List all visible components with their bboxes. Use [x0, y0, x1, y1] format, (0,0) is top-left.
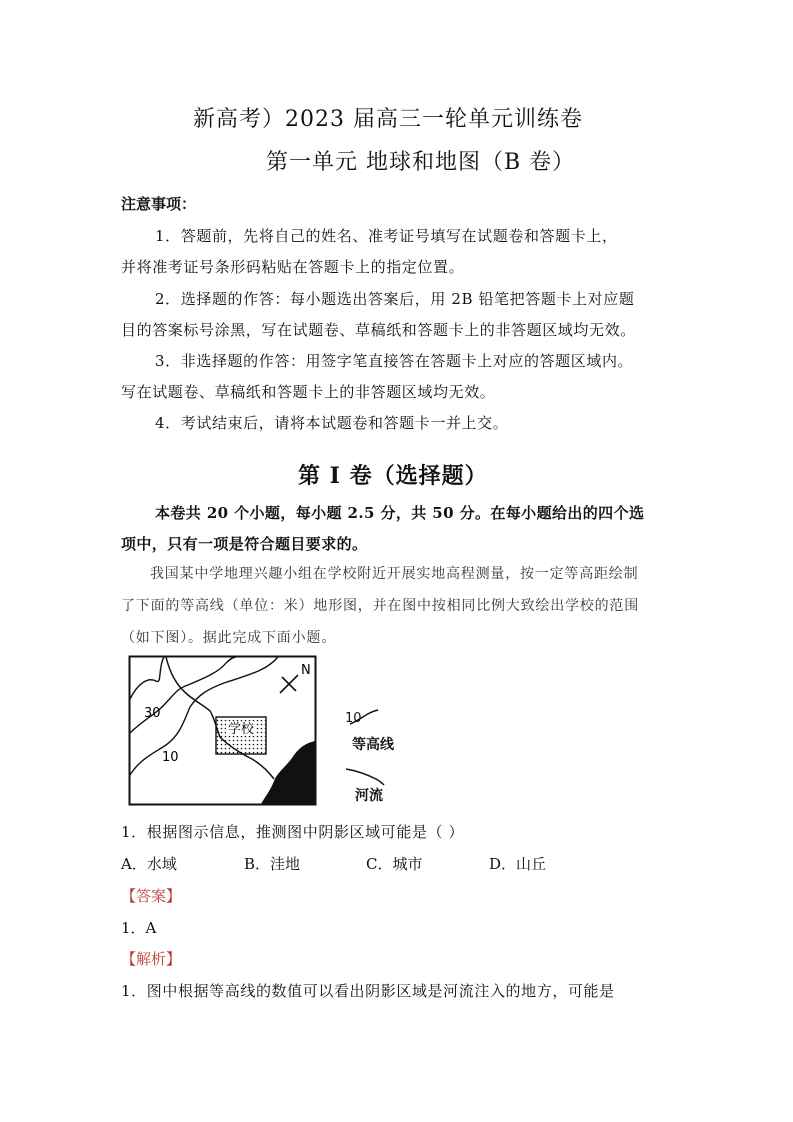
notice-line-6: 写在试题卷、草稿纸和答题卡上的非答题区域均无效。: [121, 383, 496, 401]
legend-contour-value: 10: [345, 711, 362, 726]
notice-line-3: 2．选择题的作答：每小题选出答案后，用 2B 铅笔把答题卡上对应题: [155, 290, 635, 308]
contour-label-30: 30: [144, 706, 161, 721]
answer-value: 1．A: [121, 919, 157, 937]
analysis-label: 【解析】: [121, 950, 182, 968]
answer-label: 【答案】: [121, 887, 182, 905]
title-line1: 新高考）2023 届高三一轮单元训练卷: [193, 107, 583, 132]
title-line2: 第一单元 地球和地图（B 卷）: [266, 150, 576, 175]
option-a: A．水域: [121, 855, 177, 873]
notice-line-4: 目的答案标号涂黑，写在试题卷、草稿纸和答题卡上的非答题区域均无效。: [121, 321, 636, 339]
school-label: 学校: [227, 722, 255, 737]
option-c: C．城市: [366, 855, 423, 873]
intro-line-2: 了下面的等高线（单位：米）地形图，并在图中按相同比例大致绘出学校的范围: [121, 598, 639, 614]
contour-label-10: 10: [162, 750, 179, 765]
option-d: D．山丘: [489, 855, 547, 873]
option-b: B．洼地: [244, 855, 301, 873]
legend-river-symbol: [342, 765, 386, 787]
notice-heading: 注意事项：: [121, 195, 197, 213]
legend-contour-label: 等高线: [352, 737, 394, 753]
notice-line-2: 并将准考证号条形码粘贴在答题卡上的指定位置。: [121, 258, 465, 276]
notice-line-7: 4．考试结束后，请将本试题卷和答题卡一并上交。: [155, 414, 509, 432]
analysis-text: 1．图中根据等高线的数值可以看出阴影区域是河流注入的地方，可能是: [121, 982, 615, 1000]
topographic-map: [128, 655, 328, 808]
north-label: N: [301, 663, 311, 678]
section-instruction-2: 项中，只有一项是符合题目要求的。: [121, 535, 368, 553]
legend-river-label: 河流: [355, 788, 383, 804]
section-title: 第 I 卷（选择题）: [298, 463, 488, 489]
intro-line-3: （如下图）。据此完成下面小题。: [121, 630, 336, 646]
question-text: 1．根据图示信息，推测图中阴影区域可能是（ ）: [121, 823, 465, 841]
notice-line-1: 1．答题前，先将自己的姓名、准考证号填写在试题卷和答题卡上，: [155, 227, 618, 245]
section-instruction-1: 本卷共 20 个小题，每小题 2.5 分，共 50 分。在每小题给出的四个选: [155, 504, 645, 522]
intro-line-1: 我国某中学地理兴趣小组在学校附近开展实地高程测量，按一定等高距绘制: [150, 566, 639, 582]
notice-line-5: 3．非选择题的作答：用签字笔直接答在答题卡上对应的答题区域内。: [155, 352, 634, 370]
